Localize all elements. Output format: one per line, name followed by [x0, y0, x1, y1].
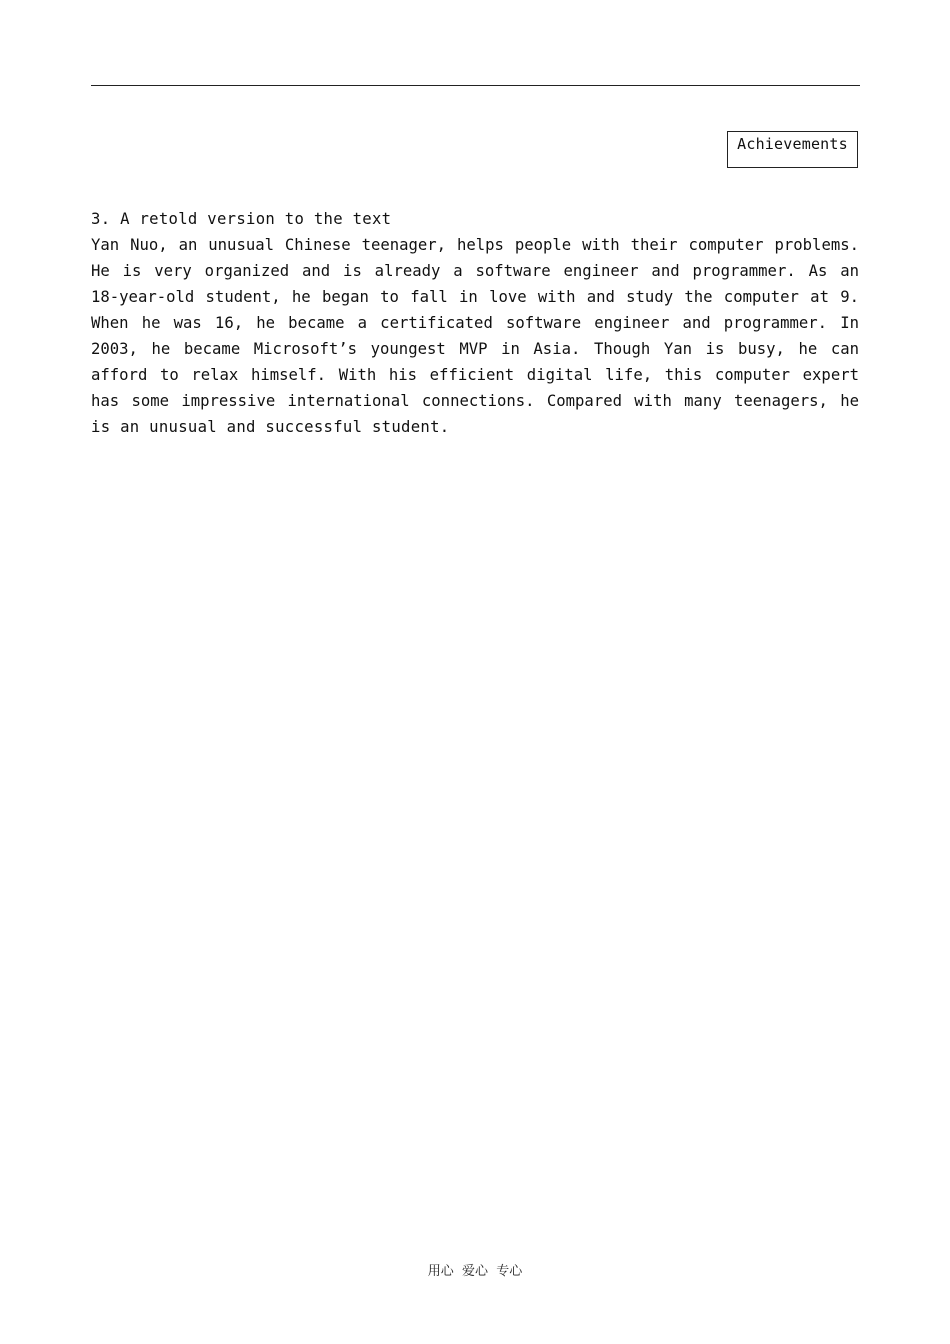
- paragraph-line: afford to relax himself. With his efficient digital life, this computer expert: [91, 366, 859, 384]
- paragraph-line: 2003, he became Microsoft’s youngest MVP in Asia. Though Yan is busy, he can: [91, 340, 859, 358]
- achievements-label-box: Achievements: [727, 131, 858, 168]
- document-body: [91, 206, 859, 440]
- paragraph-line: 18-year-old student, he began to fall in love with and study the computer at 9.: [91, 288, 859, 306]
- paragraph-line: has some impressive international connections. Compared with many teenagers, he: [91, 392, 859, 410]
- section-heading: 3. A retold version to the text: [91, 210, 392, 228]
- paragraph-line: He is very organized and is already a software engineer and programmer. As an: [91, 262, 859, 280]
- page-footer: 用心 爱心 专心: [427, 1264, 523, 1279]
- header-rule: [91, 85, 860, 86]
- paragraph-line: When he was 16, he became a certificated software engineer and programmer. In: [91, 314, 859, 332]
- paragraph-line: Yan Nuo, an unusual Chinese teenager, helps people with their computer problems.: [91, 236, 859, 254]
- paragraph-line: is an unusual and successful student.: [91, 418, 450, 436]
- retold-paragraph: [91, 232, 859, 440]
